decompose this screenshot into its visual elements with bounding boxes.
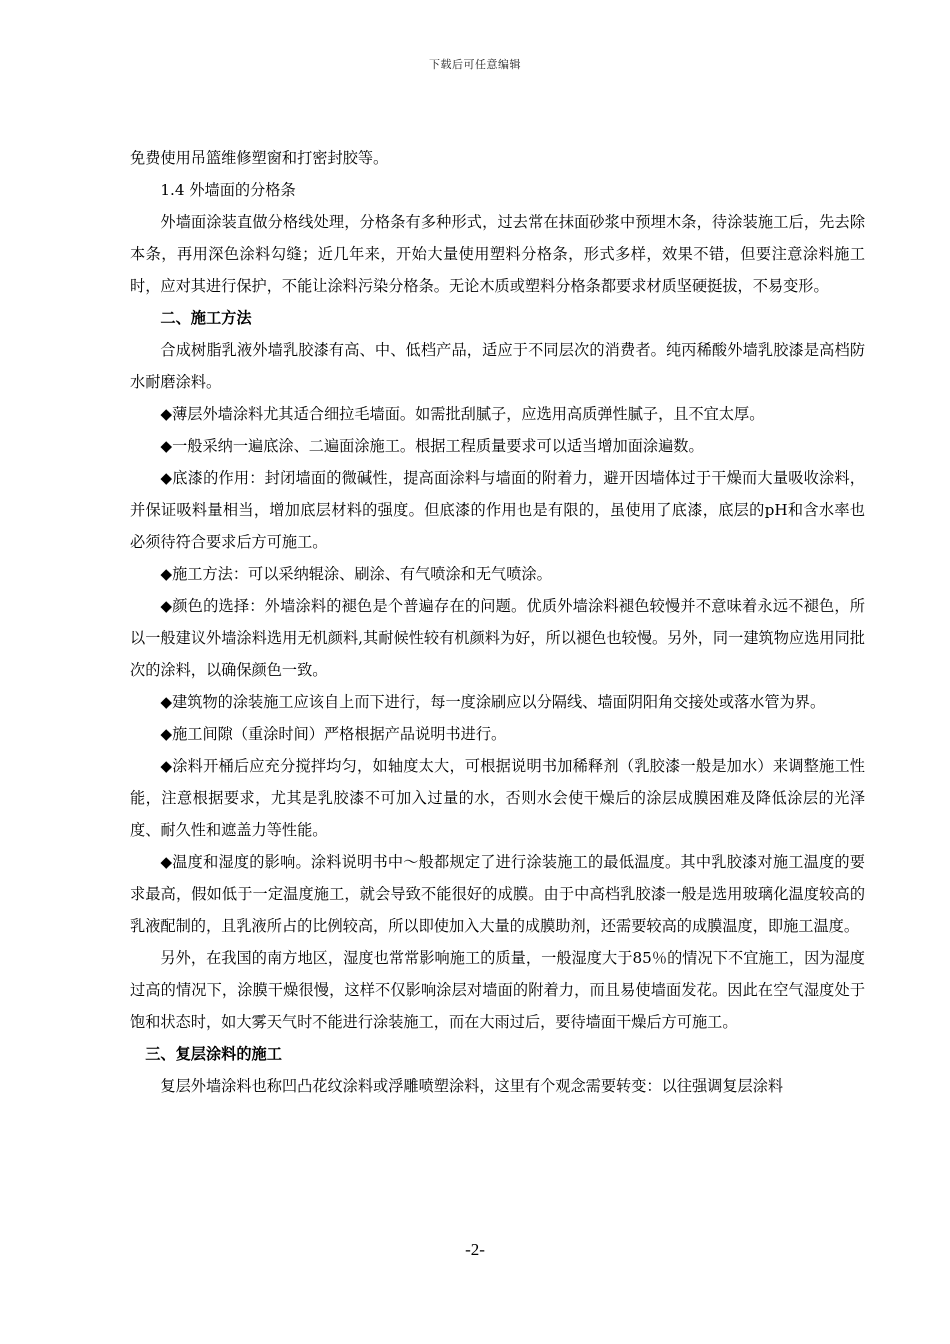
section-subheading: 1.4 外墙面的分格条	[160, 181, 296, 199]
paragraph: 复层外墙涂料也称凹凸花纹涂料或浮雕喷塑涂料，这里有个观念需要转变：以往强调复层涂料	[160, 1077, 784, 1095]
bullet-item: ◆涂料开桶后应充分搅拌均匀，如轴度太大，可根据说明书加稀释剂（乳胶漆一般是加水）来调整施工性能，注意根据要求，尤其是乳胶漆不可加入过量的水，否则水会使干燥后的涂层成膜困难及降低涂层的光泽度、耐久性和遮盖力等性能。	[130, 757, 865, 839]
bullet-item: ◆颜色的选择：外墙涂料的褪色是个普遍存在的问题。优质外墙涂料褪色较慢并不意味着永远不褪色，所以一般建议外墙涂料选用无机颜料,其耐候性较有机颜料为好，所以褪色也较慢。另外，同一建筑物应选用同批次的涂料，以确保颜色一致。	[130, 597, 865, 679]
section-heading: 三、复层涂料的施工	[145, 1045, 282, 1063]
bullet-item: ◆施工方法：可以采纳辊涂、刷涂、有气喷涂和无气喷涂。	[160, 565, 552, 583]
document-body	[130, 142, 865, 1102]
bullet-item: ◆薄层外墙涂料尤其适合细拉毛墙面。如需批刮腻子，应选用高质弹性腻子，且不宜太厚。	[160, 405, 765, 423]
paragraph: 免费使用吊篮维修塑窗和打密封胶等。	[130, 149, 389, 167]
paragraph: 合成树脂乳液外墙乳胶漆有高、中、低档产品，适应于不同层次的消费者。纯丙稀酸外墙乳胶漆是高档防水耐磨涂料。	[130, 341, 865, 391]
page-header: 下载后可任意编辑	[429, 58, 521, 71]
paragraph: 另外，在我国的南方地区，湿度也常常影响施工的质量，一般湿度大于85％的情况下不宜施工，因为湿度过高的情况下，涂膜干燥很慢，这样不仅影响涂层对墙面的附着力，而且易使墙面发花。因此在空气湿度处于饱和状态时，如大雾天气时不能进行涂装施工，而在大雨过后，要待墙面干燥后方可施工。	[130, 949, 865, 1031]
bullet-item: ◆一般采纳一遍底涂、二遍面涂施工。根据工程质量要求可以适当增加面涂遍数。	[160, 437, 704, 455]
bullet-item: ◆施工间隙（重涂时间）严格根据产品说明书进行。	[160, 725, 507, 743]
bullet-item: ◆底漆的作用：封闭墙面的微碱性，提高面涂料与墙面的附着力，避开因墙体过于干燥而大量吸收涂料，并保证吸料量相当，增加底层材料的强度。但底漆的作用也是有限的，虽使用了底漆，底层的pH和含水率也必须待符合要求后方可施工。	[130, 469, 865, 551]
paragraph: 外墙面涂装直做分格线处理，分格条有多种形式，过去常在抹面砂浆中预埋木条，待涂装施工后，先去除本条，再用深色涂料勾缝；近几年来，开始大量使用塑料分格条，形式多样，效果不错，但要注意涂料施工时，应对其进行保护，不能让涂料污染分格条。无论木质或塑料分格条都要求材质坚硬挺拔，不易变形。	[130, 213, 865, 295]
bullet-item: ◆建筑物的涂装施工应该自上而下进行，每一度涂刷应以分隔线、墙面阴阳角交接处或落水管为界。	[160, 693, 826, 711]
bullet-item: ◆温度和湿度的影响。涂料说明书中～般都规定了进行涂装施工的最低温度。其中乳胶漆对施工温度的要求最高，假如低于一定温度施工，就会导致不能很好的成膜。由于中高档乳胶漆一般是选用玻璃化温度较高的乳液配制的，且乳液所占的比例较高，所以即使加入大量的成膜助剂，还需要较高的成膜温度，即施工温度。	[130, 853, 865, 935]
page-number: -2-	[465, 1240, 485, 1259]
section-heading: 二、施工方法	[160, 309, 252, 327]
